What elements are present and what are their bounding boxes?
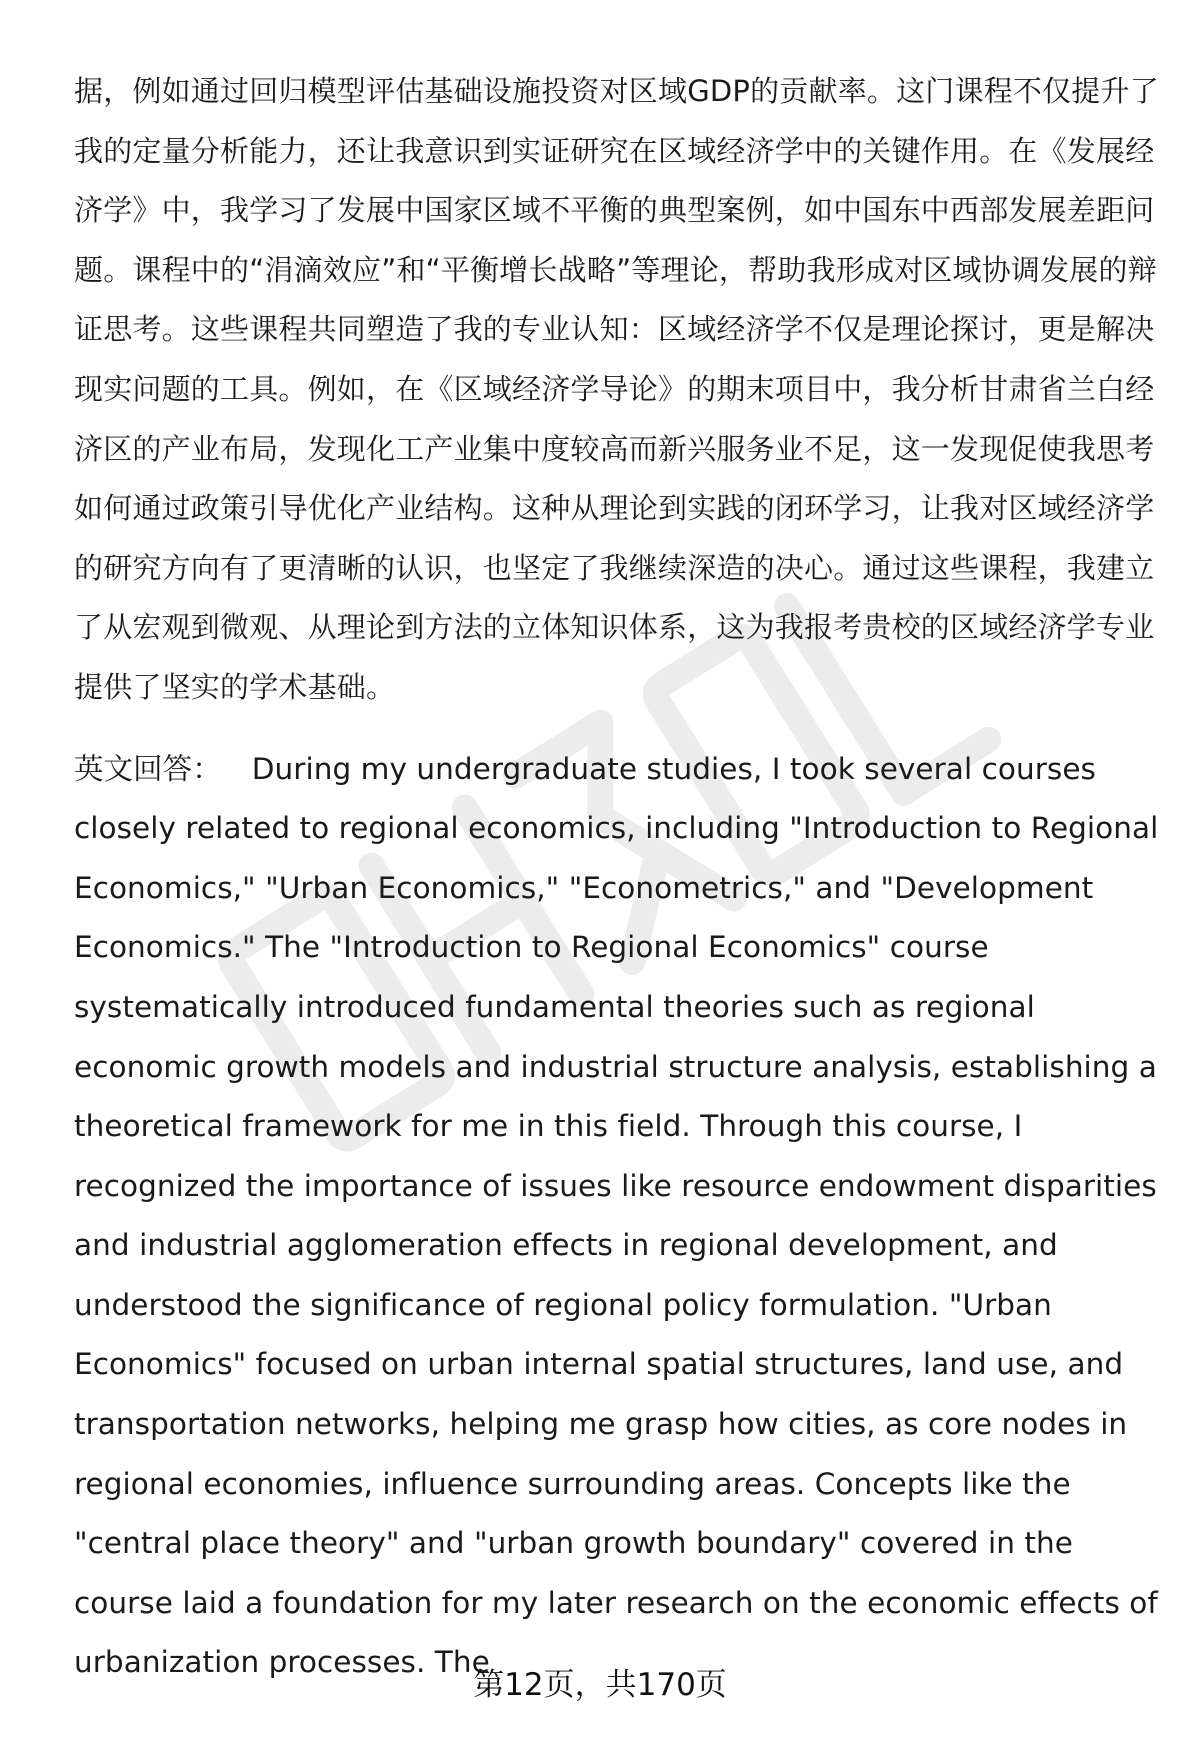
chinese-answer-paragraph: 据，例如通过回归模型评估基础设施投资对区域GDP的贡献率。这门课程不仅提升了我的定量分析能力，还让我意识到实证研究在区域经济学中的关键作用。在《发展经济学》中，我学习了发展中国家区域不平衡的典型案例，如中国东中西部发展差距问题。课程中的“涓滴效应”和“平衡增长战略”等理论，帮助我形成对区域协调发展的辩证思考。这些课程共同塑造了我的专业认知：区域经济学不仅是理论探讨，更是解决现实问题的工具。例如，在《区域经济学导论》的期末项目中，我分析甘肃省兰白经济区的产业布局，发现化工产业集中度较高而新兴服务业不足，这一发现促使我思考如何通过政策引导优化产业结构。这种从理论到实践的闭环学习，让我对区域经济学的研究方向有了更清晰的认识，也坚定了我继续深造的决心。通过这些课程，我建立了从宏观到微观、从理论到方法的立体知识体系，这为我报考贵校的区域经济学专业提供了坚实的学术基础。	[74, 74, 1159, 704]
page-number-footer: 第12页，共170页	[473, 1667, 727, 1703]
english-answer-text: During my undergraduate studies, I took several courses closely related to regional economics, including "Introduction to Regional Economics," "Urban Economics," "Econometrics," and "Development Economics." The "Introduction to Regional Economics" course systematically introduced fundamental theories such as regional economic growth models and industrial structure analysis, establishing a theoretical framework for me in this field. Through this course, I recognized the importance of issues like resource endowment disparities and industrial agglomeration effects in regional development, and understood the significance of regional policy formulation. "Urban Economics" focused on urban internal spatial structures, land use, and transportation networks, helping me grasp how cities, as core nodes in regional economies, influence surrounding areas. Concepts like the "central place theory" and "urban growth boundary" covered in the course laid a foundation for my later research on the economic effects of urbanization processes. The	[74, 751, 1159, 1680]
document-body	[74, 62, 1162, 1693]
english-answer-paragraph	[74, 740, 1162, 1694]
english-answer-label: 英文回答：	[74, 751, 222, 786]
